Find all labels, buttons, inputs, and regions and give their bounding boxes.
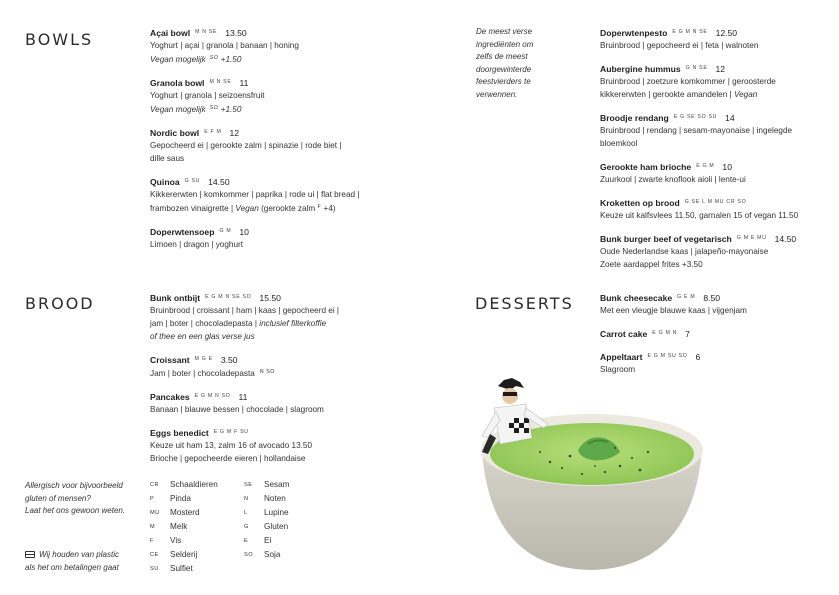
item-allergens: E G M xyxy=(696,163,715,169)
item-description: frambozen vinaigrette | Vegan (gerookte zalm $^F$ +4) xyxy=(150,204,336,213)
item-name: Bunk cheesecake xyxy=(600,293,673,303)
item-description: Limoen | dragon | yoghurt xyxy=(150,240,244,249)
item-description: jam | boter | chocoladepasta | inclusief filterkoffie xyxy=(150,319,327,328)
item-allergens: E G M SU SO xyxy=(647,353,688,359)
item-price: 11 xyxy=(239,78,249,88)
item-allergens: E G M N SE xyxy=(672,29,708,35)
item-name: Nordic bowl xyxy=(150,128,200,138)
menu-item xyxy=(150,353,460,380)
menu-item xyxy=(150,76,460,116)
legend-code: G xyxy=(244,524,249,530)
item-name: Croissant xyxy=(150,355,190,365)
menu-item xyxy=(150,26,460,66)
item-description: Oude Nederlandse kaas | jalapeño-mayonaise xyxy=(600,247,769,256)
item-price: 7 xyxy=(685,329,690,339)
menu-item xyxy=(150,225,460,251)
item-price: 14 xyxy=(725,113,735,123)
menu-item xyxy=(600,62,835,101)
legend-code: E xyxy=(244,538,249,544)
item-name: Bunk burger beef of vegetarisch xyxy=(600,234,732,244)
item-name: Doperwtensoep xyxy=(150,227,215,237)
item-vegan-option: Vegan mogelijk $^{SO}$ +1.50 xyxy=(150,55,242,64)
item-description: Bruinbrood | zoetzure komkommer | geroosterde xyxy=(600,77,776,86)
menu-item xyxy=(150,175,460,215)
legend-name: Melk xyxy=(170,522,188,531)
menu-item xyxy=(150,291,460,343)
item-description: Gepocheerd ei | gerookte zalm | spinazie | rode biet | xyxy=(150,141,342,150)
item-allergens: G N SE xyxy=(685,65,708,71)
item-description: Kikkererwten | komkommer | paprika | rode ui | flat bread | xyxy=(150,190,360,199)
item-description: Zuurkool | zwarte knoflook aioli | lente-ui xyxy=(600,175,746,184)
item-name: Gerookte ham brioche xyxy=(600,162,692,172)
item-price: 3.50 xyxy=(220,355,238,365)
item-allergens: M G E xyxy=(194,356,213,362)
legend-name: Vis xyxy=(170,536,182,545)
item-description: Met een vleugje blauwe kaas | vijgenjam xyxy=(600,306,747,315)
menu-item xyxy=(600,350,835,376)
item-price: 10 xyxy=(722,162,732,172)
item-description: Slagroom xyxy=(600,365,636,374)
item-description: Bruinbrood | gepocheerd ei | feta | walnoten xyxy=(600,41,759,50)
item-price: 14.50 xyxy=(208,177,230,187)
menu-item xyxy=(600,291,835,317)
menu-item xyxy=(150,390,460,416)
item-description: Yoghurt | açai | granola | banaan | honing xyxy=(150,41,299,50)
legend-name: Ei xyxy=(264,536,272,545)
legend-name: Noten xyxy=(264,494,286,503)
item-description: Banaan | blauwe bessen | chocolade | slagroom xyxy=(150,405,324,414)
item-allergens: E G M N SO xyxy=(194,393,231,399)
legend-name xyxy=(264,562,324,576)
item-price: 12 xyxy=(229,128,240,138)
item-price: 14.50 xyxy=(774,234,797,244)
soup-bowl-illustration xyxy=(470,378,720,578)
item-description: of thee en een glas verse jus xyxy=(150,332,255,341)
intro-note: De meest verse ingrediënten om zelfs de meest doorgewinterde feestvierders te verwennen. xyxy=(476,27,534,99)
menu-item xyxy=(600,327,835,340)
item-allergens: E F M xyxy=(204,129,222,135)
item-description: kikkererwten | gerookte amandelen | Vegan xyxy=(600,90,758,99)
bowls-menu xyxy=(150,26,460,261)
legend-code: L xyxy=(244,510,248,516)
item-allergens: E G M F SU xyxy=(213,429,249,435)
menu-item xyxy=(600,232,835,271)
item-description: dille saus xyxy=(150,154,185,163)
legend-name: Lupine xyxy=(264,508,289,517)
menu-item xyxy=(600,26,835,52)
item-allergens: E G M N xyxy=(652,330,678,336)
item-name: Broodje rendang xyxy=(600,113,669,123)
desserts-title: DESSERTS xyxy=(475,294,574,313)
desserts-menu xyxy=(600,291,835,386)
legend-code: M xyxy=(150,524,156,530)
item-name: Aubergine hummus xyxy=(600,64,681,74)
item-price: 12.50 xyxy=(715,28,738,38)
item-price: 10 xyxy=(239,227,249,237)
item-name: Kroketten op brood xyxy=(600,198,680,208)
item-name: Bunk ontbijt xyxy=(150,293,201,303)
legend-code: SU xyxy=(150,566,159,572)
item-description: Brioche | gepocheerde eieren | hollandaise xyxy=(150,454,306,463)
menu-item xyxy=(600,111,835,150)
item-vegan-option: Vegan mogelijk $^{SO}$ +1.50 xyxy=(150,105,242,114)
item-name: Carrot cake xyxy=(600,329,648,339)
item-description: Bruinbrood | rendang | sesam-mayonaise | ingelegde xyxy=(600,126,793,135)
item-price: 15.50 xyxy=(259,293,281,303)
legend-name: Soja xyxy=(264,550,281,559)
item-name: Quinoa xyxy=(150,177,180,187)
legend-code: CR xyxy=(150,482,160,488)
legend-name: Sulfiet xyxy=(170,564,193,573)
legend-code: F xyxy=(150,538,154,544)
legend-code: MU xyxy=(150,510,160,516)
brood-title: BROOD xyxy=(25,294,95,313)
menu-item xyxy=(150,426,460,465)
payment-note: Wij houden van plastic als het om betalingen gaat xyxy=(25,550,119,572)
item-price: 13.50 xyxy=(225,28,247,38)
item-name: Granola bowl xyxy=(150,78,205,88)
legend-name: Pinda xyxy=(170,494,191,503)
menu-item xyxy=(600,160,835,186)
item-description: Keuze uit ham 13, zalm 16 of avocado 13.50 xyxy=(150,441,313,450)
legend-name: Schaaldieren xyxy=(170,480,218,489)
legend-name: Gluten xyxy=(264,522,289,531)
item-allergens: G E M xyxy=(677,294,696,300)
item-price: 11 xyxy=(238,392,248,402)
item-allergens: M N SE xyxy=(195,29,218,35)
sandwich-menu xyxy=(600,26,835,281)
item-description: bloemkool xyxy=(600,139,638,148)
item-name: Açai bowl xyxy=(150,28,191,38)
item-allergens: G SU xyxy=(184,178,201,184)
item-allergens: E G M N SE SO xyxy=(205,294,252,300)
item-description: Keuze uit kalfsvlees 11.50, garnalen 15 of vegan 11.50 xyxy=(600,211,799,220)
item-name: Doperwtenpesto xyxy=(600,28,668,38)
item-description: Yoghurt | granola | seizoensfruit xyxy=(150,91,265,100)
legend-code xyxy=(244,562,264,576)
item-allergens: G M E MU xyxy=(736,235,767,241)
bowls-title: BOWLS xyxy=(25,30,94,49)
item-name: Appeltaart xyxy=(600,352,643,362)
item-description: Jam | boter | chocoladepasta $^{N SO}$ xyxy=(150,369,275,378)
legend-code: SE xyxy=(244,482,253,488)
item-allergens: G SE L M MU CR SO xyxy=(684,199,747,205)
allergen-legend xyxy=(150,478,324,576)
legend-name: Selderij xyxy=(170,550,198,559)
legend-name: Sesam xyxy=(264,480,290,489)
credit-card-icon xyxy=(25,551,35,558)
menu-item xyxy=(150,126,460,165)
legend-code: SO xyxy=(244,552,254,558)
legend-code: N xyxy=(244,496,249,502)
legend-name: Mosterd xyxy=(170,508,200,517)
item-description: Zoete aardappel frites +3.50 xyxy=(600,260,703,269)
item-allergens: M N SE xyxy=(209,79,232,85)
item-description: Bruinbrood | croissant | ham | kaas | gepocheerd ei | xyxy=(150,306,340,315)
item-allergens: G M xyxy=(219,228,232,234)
legend-code: CE xyxy=(150,552,159,558)
item-allergens: E G SE SO SU xyxy=(673,114,718,120)
item-name: Eggs benedict xyxy=(150,428,209,438)
legend-code: P xyxy=(150,496,155,502)
brood-menu xyxy=(150,291,460,475)
item-name: Pancakes xyxy=(150,392,190,402)
item-price: 12 xyxy=(715,64,726,74)
item-price: 8.50 xyxy=(703,293,721,303)
menu-item xyxy=(600,196,835,222)
allergy-note: Allergisch voor bijvoorbeeld gluten of mensen? Laat het ons gewoon weten. xyxy=(25,481,126,515)
item-price: 6 xyxy=(695,352,701,362)
